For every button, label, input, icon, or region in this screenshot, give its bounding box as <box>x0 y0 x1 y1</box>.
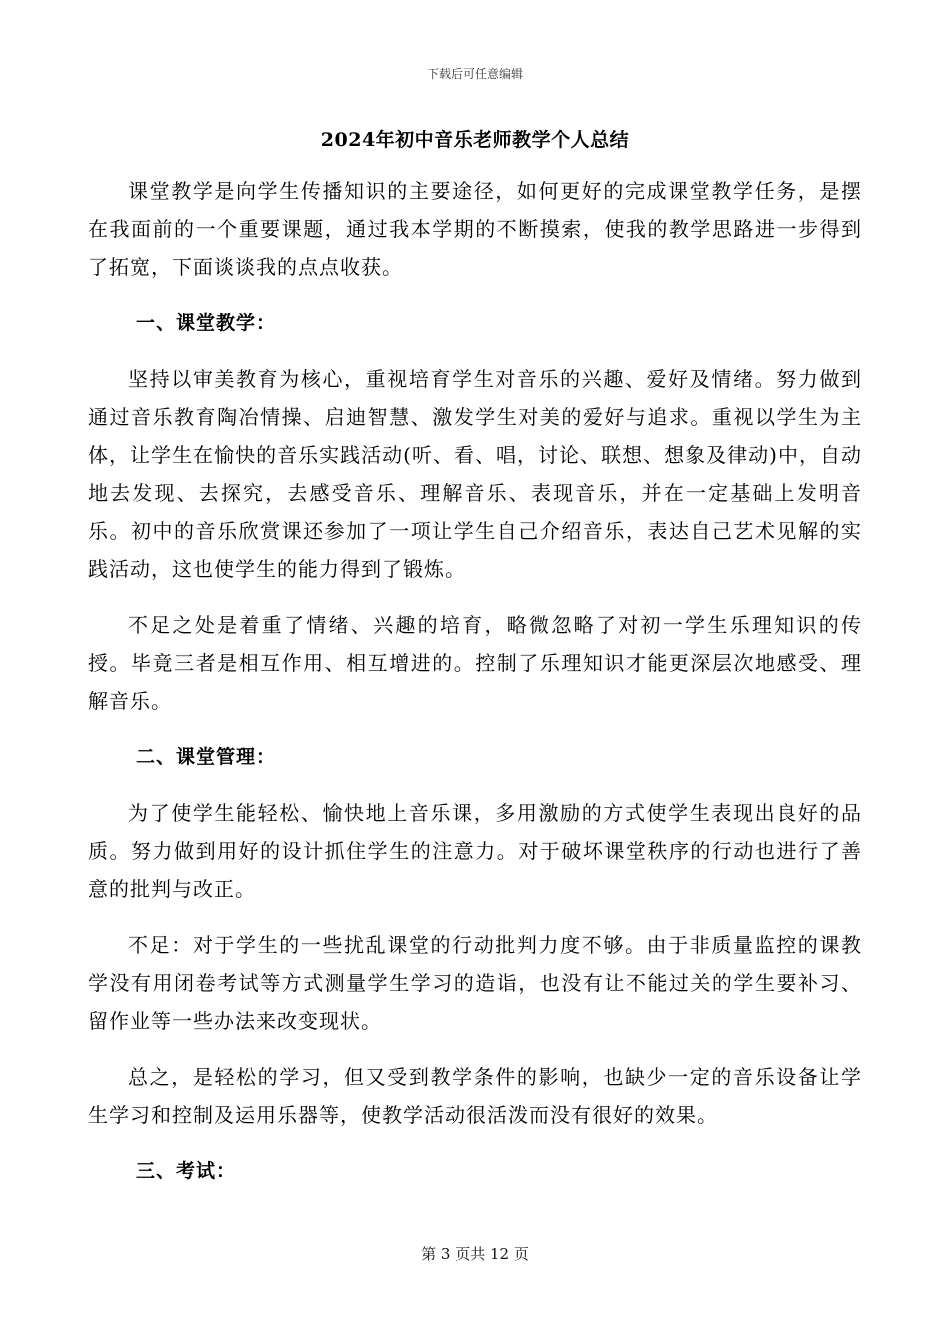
section-1-paragraph-1: 坚持以审美教育为核心，重视培育学生对音乐的兴趣、爱好及情绪。努力做到通过音乐教育陶冶情操、启迪智慧、激发学生对美的爱好与追求。重视以学生为主体，让学生在愉快的音乐实践活动(听、看、唱，讨论、联想、想象及律动)中，自动地去发现、去探究，去感受音乐、理解音乐、表现音乐，并在一定基础上发明音乐。初中的音乐欣赏课还参加了一项让学生自己介绍音乐，表达自己艺术见解的实践活动，这也使学生的能力得到了锻炼。 <box>88 367 862 581</box>
page-footer: 第 3 页共 12 页 <box>421 1245 529 1263</box>
section-2-paragraph-3: 总之，是轻松的学习，但又受到教学条件的影响，也缺少一定的音乐设备让学生学习和控制及运用乐器等，使教学活动很活泼而没有很好的效果。 <box>88 1065 862 1127</box>
section-heading-1: 一、课堂教学： <box>136 312 277 334</box>
document-title: 2024年初中音乐老师教学个人总结 <box>320 129 630 151</box>
header-note: 下载后可任意编辑 <box>426 67 523 81</box>
document-body <box>88 172 862 1208</box>
section-1-paragraph-2: 不足之处是着重了情绪、兴趣的培育，略微忽略了对初一学生乐理知识的传授。毕竟三者是相互作用、相互增进的。控制了乐理知识才能更深层次地感受、理解音乐。 <box>88 613 862 713</box>
section-2-paragraph-1: 为了使学生能轻松、愉快地上音乐课，多用激励的方式使学生表现出良好的品质。努力做到用好的设计抓住学生的注意力。对于破坏课堂秩序的行动也进行了善意的批判与改正。 <box>88 801 862 901</box>
section-heading-3: 三、考试： <box>136 1160 237 1182</box>
section-2-paragraph-2: 不足：对于学生的一些扰乱课堂的行动批判力度不够。由于非质量监控的课教学没有用闭卷考试等方式测量学生学习的造诣，也没有让不能过关的学生要补习、留作业等一些办法来改变现状。 <box>88 933 862 1033</box>
section-heading-2: 二、课堂管理： <box>136 746 277 768</box>
intro-paragraph: 课堂教学是向学生传播知识的主要途径，如何更好的完成课堂教学任务，是摆在我面前的一个重要课题，通过我本学期的不断摸索，使我的教学思路进一步得到了拓宽，下面谈谈我的点点收获。 <box>88 179 862 279</box>
